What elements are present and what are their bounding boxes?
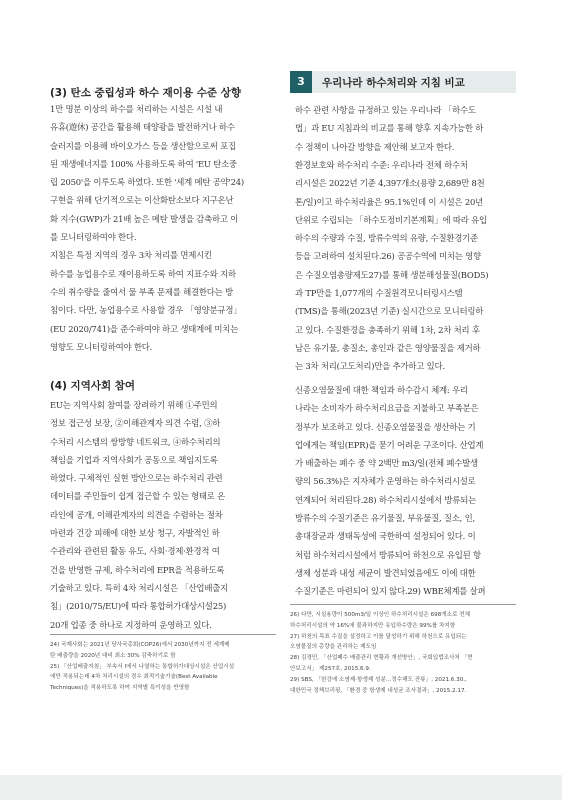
- text-line: 하수 관련 사항을 규정하고 있는 우리나라 「하수도: [295, 105, 476, 115]
- paragraph-environment-protection: [295, 156, 517, 376]
- text-line: EU는 지역사회 참여를 장려하기 위해 ①주민의: [50, 400, 218, 410]
- text-line: 환경보호와 하수처리 수준: 우리나라 전체 하수처: [295, 160, 468, 170]
- text-line: 고 있다. 수질환경을 충족하기 위해 1차, 2차 처리 후: [295, 324, 480, 335]
- text-line: 데이터를 주민들이 쉽게 접근할 수 있는 형태로 온: [50, 491, 226, 502]
- text-line: 신종오염물질에 대한 책임과 하수감시 체계: 우리: [295, 385, 468, 395]
- text-line: 수질기준은 마련되어 있지 않다.29) WBE체계를 살펴: [295, 586, 486, 597]
- text-line: (EU 2020/741)을 준수하여야 하고 생태계에 미치는: [50, 323, 239, 334]
- text-line: 정보 접근성 보장, ②이해관계자 의견 수렴, ③하: [50, 418, 221, 429]
- text-line: 기술하고 있다. 특히 4차 처리시설은 「산업배출지: [50, 582, 228, 593]
- text-line: 하였다. 구체적인 실현 방안으로는 하수처리 관련: [50, 473, 223, 484]
- text-line: 오염물질의 총량을 관리하는 제도임: [290, 644, 377, 651]
- text-line: 침」(2010/75/EU)에 따라 통합허가대상시설25): [50, 601, 227, 612]
- text-line: 은 수질오염총량제도27)를 통해 생분해성물질(BOD5): [295, 269, 489, 280]
- text-line: 총대장균과 생태독성에 국한하여 설정되어 있다. 이: [295, 531, 476, 542]
- paragraph-community-participation: [50, 396, 276, 634]
- text-line: 유휴(遊休) 공간을 활용해 태양광을 발전하거나 하수: [50, 122, 235, 133]
- section-header-bar: [290, 71, 516, 93]
- text-line: 건을 반영한 규제, 하수처리에 EPR을 적용하도록: [50, 564, 225, 575]
- text-line: 1만 명분 이상의 하수를 처리하는 시설은 시설 내: [50, 104, 223, 114]
- text-line: 정부가 보조하고 있다. 신종오염물질을 생산하는 기: [295, 421, 476, 432]
- text-line: 지침은 특정 지역의 경우 3차 처리를 면제시킨: [50, 250, 212, 261]
- text-line: 탄 배출량을 2020년 대비 최소 30% 감축하기로 함: [50, 652, 176, 659]
- text-line: 업에게는 책임(EPR)을 묻기 어려운 구조이다. 산업계: [295, 439, 484, 450]
- paragraph-carbon-neutrality: [50, 100, 276, 356]
- text-line: 리시설은 2022년 기준 4,397개소(용량 2,689만 8천: [295, 178, 485, 189]
- text-line: 슬러지를 이용해 바이오가스 등을 생산함으로써 포집: [50, 140, 236, 151]
- text-line: 처럼 하수처리시설에서 방류되어 하천으로 유입된 항: [295, 549, 481, 560]
- text-line: 연계되어 처리된다.28) 하수처리시설에서 방류되는: [295, 494, 476, 505]
- footnote-divider-left: [50, 634, 276, 635]
- text-line: 안보고서」 제257호, 2015.6.9.: [290, 665, 371, 672]
- text-line: 27) 하천의 목표 수질을 설정하고 이를 달성하기 위해 하천으로 유입되는: [290, 633, 467, 640]
- text-line: 영향도 모니터링하여야 한다.: [50, 341, 153, 352]
- section-title: 우리나라 하수처리와 지침 비교: [322, 77, 465, 89]
- paragraph-intro: [295, 101, 517, 156]
- footnotes-right: [290, 610, 522, 696]
- text-line: 단위로 수립되는 「하수도정비기본계획」에 따라 유입: [295, 214, 487, 225]
- text-line: 량의 56.3%)은 지자체가 운영하는 하수처리시설로: [295, 476, 476, 487]
- text-line: 수의 취수량을 줄여서 물 부족 문제를 해결한다는 방: [50, 286, 233, 297]
- section-heading-community: (4) 지역사회 참여: [50, 380, 136, 392]
- text-line: 수 정책이 나아갈 방향을 제안해 보고자 한다.: [295, 141, 455, 152]
- text-line: 20개 업종 중 하나로 지정하여 운영하고 있다.: [50, 619, 212, 630]
- text-line: 28) 김경민, 「산업폐수 배출관리 현황과 개선방안」, 국회입법조사처 「현: [290, 655, 473, 662]
- paragraph-emerging-pollutants: [295, 381, 517, 601]
- text-line: Techniques)을 적용하도록 하여 지역별 특이성을 반영함: [50, 685, 190, 692]
- text-line: 하수를 농업용수로 재이용하도록 하여 지표수와 지하: [50, 268, 236, 279]
- text-line: 를 모니터링하여야 한다.: [50, 232, 137, 243]
- text-line: 25) 「산업배출지침」 부속서 I에서 나열하는 통합허가대상시설은 산업시설: [50, 663, 235, 670]
- text-line: 과 TP만을 1,077개의 수질원격모니터링시스템: [295, 288, 463, 299]
- footnote-divider-right: [290, 604, 516, 605]
- footnotes-left: [50, 640, 280, 694]
- page-footer-band: [0, 775, 562, 800]
- text-line: 나라는 소비자가 하수처리요금을 지불하고 부족분은: [295, 403, 479, 414]
- text-line: 된 재생에너지를 100% 사용하도록 하여 'EU 탄소중: [50, 158, 237, 169]
- text-line: 가 배출하는 폐수 중 약 2백만 m3/일(전체 폐수발생: [295, 458, 478, 469]
- text-line: 구현을 위해 단기적으로는 이산화탄소보다 지구온난: [50, 195, 234, 206]
- text-line: 하수의 수량과 수질, 방류수역의 유량, 수질환경기준: [295, 233, 478, 244]
- section-number-badge: 3: [290, 71, 312, 93]
- text-line: 법」과 EU 지침과의 비교를 통해 향후 지속가능한 하: [295, 123, 484, 134]
- text-line: 남은 유기물, 총질소, 총인과 같은 영양물질을 제거하: [295, 342, 481, 353]
- text-line: (TMS)을 통해(2023년 기준) 실시간으로 모니터링하: [295, 306, 484, 317]
- text-line: 마련과 건강 피해에 대한 보상 청구, 자발적인 하: [50, 528, 220, 539]
- section-heading-carbon: (3) 탄소 중립성과 하수 재이용 수준 상향: [50, 87, 241, 99]
- text-line: 립 2050'을 이루도록 하였다. 또한 '세계 메탄 공약'24): [50, 177, 244, 188]
- text-line: 방류수의 수질기준은 유기물질, 부유물질, 질소, 인,: [295, 513, 475, 524]
- text-line: 등을 고려하여 설치된다.26) 공공수역에 미치는 영향: [295, 251, 481, 262]
- text-line: 라인에 공개, 이해관계자의 의견을 수렴하는 절차: [50, 509, 223, 520]
- text-line: 생제 성분과 내성 세균이 발견되었음에도 이에 대한: [295, 567, 476, 578]
- text-line: 24) 국제사회는 2021년 당사국총회(COP26)에서 2030년까지 전 세계메: [50, 642, 230, 648]
- text-line: 는 3차 처리(고도처리)만을 추가하고 있다.: [295, 361, 445, 372]
- text-line: 침이다. 다만, 농업용수로 사용할 경우 「영양분규정」: [50, 305, 242, 316]
- text-line: 수처리 시스템의 쌍방향 네트워크, ④하수처리의: [50, 436, 221, 447]
- text-line: 하수처리시설의 약 16%에 불과하지만 유입하수량은 99%를 차지함: [290, 622, 456, 629]
- text-line: 수관리와 관련된 활동 유도, 사회·경제·환경적 여: [50, 546, 220, 557]
- text-line: 책임을 기업과 지역사회가 공동으로 책임지도록: [50, 454, 218, 465]
- text-line: 에만 적용되는데 4차 처리시설의 경우 최적기술기술(Best Available: [50, 674, 218, 681]
- text-line: 톤/일)이고 하수처리율은 95.1%인데 이 시설은 20년: [295, 196, 483, 207]
- text-line: 29) SBS, 「한강에 소염제·항생제 성분…정수해도 잔류」, 2021.6.30.,: [290, 676, 467, 683]
- text-line: 26) 다만, 시설용량이 500m3/일 이상인 하수처리시설은 698개소로 전체: [290, 612, 471, 618]
- text-line: 화 지수(GWP)가 21배 높은 메탄 발생을 감축하고 이: [50, 213, 239, 224]
- text-line: 대한민국 정책브리핑, 「환경 중 항생제 내성균 조사결과」, 2015.2.17.: [290, 687, 467, 694]
